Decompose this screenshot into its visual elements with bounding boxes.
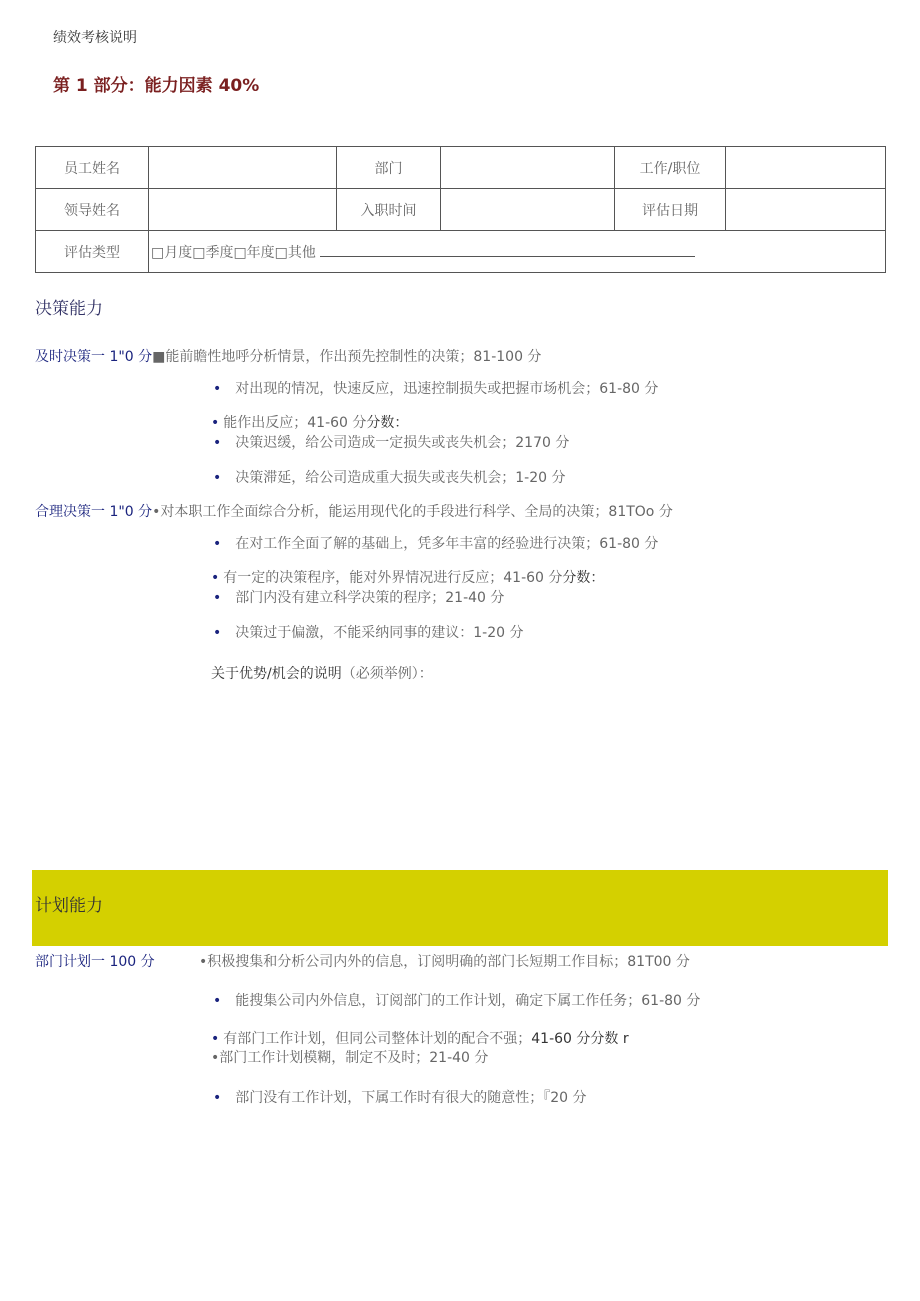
table-row	[36, 147, 886, 189]
department-field[interactable]	[441, 147, 615, 189]
bullet-icon: •	[213, 993, 222, 1009]
list-item	[213, 622, 524, 642]
rational-decision-row	[35, 501, 673, 521]
plan-bullet-3: •部门工作计划模糊，制定不及时；21-40 分	[211, 1050, 489, 1066]
timely-bullet-3: 决策迟缓，给公司造成一定损失或丧失机会；2170 分	[235, 435, 570, 451]
bullet-icon: •	[211, 570, 220, 586]
leader-name-label: 领导姓名	[36, 189, 149, 231]
strengths-note	[211, 663, 433, 683]
part-title: 第 1 部分：能力因素 40%	[53, 76, 260, 96]
rational-bullet-1: 在对工作全面了解的基础上，凭多年丰富的经验进行决策；61-80 分	[235, 536, 659, 552]
position-field[interactable]	[726, 147, 886, 189]
plan-bullet-1: 能搜集公司内外信息，订阅部门的工作计划，确定下属工作任务；61-80 分	[235, 993, 701, 1009]
bullet-icon: •	[211, 1031, 220, 1047]
plan-bullet-4: 部门没有工作计划，下属工作时有很大的随意性；『20 分	[235, 1090, 587, 1106]
score-label: 分数：	[366, 415, 409, 431]
rational-bullet-4: 决策过于偏激，不能采纳同事的建议：1-20 分	[235, 625, 524, 641]
timely-bullet-1: 对出现的情况，快速反应，迅速控制损失或把握市场机会；61-80 分	[235, 381, 659, 397]
timely-decision-lead: ■能前瞻性地呼分析情景，作出预先控制性的决策；81-100 分	[152, 349, 542, 365]
table-row	[36, 231, 886, 273]
employee-info-table	[35, 146, 886, 273]
table-row	[36, 189, 886, 231]
list-item	[213, 378, 658, 398]
planning-section-band	[32, 870, 888, 946]
list-item	[213, 467, 566, 487]
list-item	[213, 432, 569, 452]
rational-bullet-2: 有一定的决策程序，能对外界情况进行反应；41-60 分	[223, 570, 563, 586]
list-item	[213, 1087, 587, 1107]
note-main: 关于优势/机会的说明	[211, 666, 342, 682]
employee-name-field[interactable]	[149, 147, 337, 189]
decision-section-title: 决策能力	[35, 299, 103, 319]
document-title: 绩效考核说明	[53, 30, 137, 46]
review-type-choices[interactable]: □月度□季度□年度□其他	[151, 244, 316, 261]
bullet-icon: •	[213, 1090, 222, 1106]
rational-bullet-3: 部门内没有建立科学决策的程序；21-40 分	[235, 590, 505, 606]
plan-bullet-2: 有部门工作计划，但同公司整体计划的配合不强；	[223, 1031, 532, 1047]
bullet-icon: •	[213, 470, 222, 486]
score-label: 分数：	[562, 570, 605, 586]
dept-plan-lead: •积极搜集和分析公司内外的信息，订阅明确的部门长短期工作目标；81T00 分	[199, 954, 690, 970]
note-paren: （必须举例）：	[341, 666, 433, 682]
bullet-icon: •	[213, 435, 222, 451]
timely-decision-label: 及时决策一 1"0 分	[35, 349, 153, 365]
list-item	[211, 412, 408, 432]
list-item	[211, 1028, 629, 1048]
review-date-field[interactable]	[726, 189, 886, 231]
employee-name-label: 员工姓名	[36, 147, 149, 189]
bullet-icon: •	[213, 536, 222, 552]
timely-bullet-4: 决策滞延，给公司造成重大损失或丧失机会；1-20 分	[235, 470, 566, 486]
bullet-icon: •	[213, 625, 222, 641]
bullet-icon: •	[213, 381, 222, 397]
dept-plan-label: 部门计划一 100 分	[35, 954, 155, 970]
leader-name-field[interactable]	[149, 189, 337, 231]
score-label: 41-60 分分数 r	[531, 1031, 629, 1047]
review-type-options[interactable]	[149, 231, 886, 273]
bullet-icon: •	[211, 415, 220, 431]
list-item	[213, 533, 658, 553]
department-label: 部门	[337, 147, 441, 189]
other-blank-line[interactable]	[320, 246, 695, 257]
review-date-label: 评估日期	[615, 189, 726, 231]
rational-decision-label: 合理决策一 1"0 分	[35, 504, 153, 520]
list-item	[211, 567, 604, 587]
timely-decision-row	[35, 346, 541, 366]
position-label: 工作/职位	[615, 147, 726, 189]
bullet-icon: •	[213, 590, 222, 606]
planning-section-title: 计划能力	[35, 896, 103, 916]
rational-decision-lead: •对本职工作全面综合分析，能运用现代化的手段进行科学、全局的决策；81TOo 分	[152, 504, 673, 520]
review-type-label: 评估类型	[36, 231, 149, 273]
list-item	[213, 587, 504, 607]
list-item	[213, 990, 700, 1010]
hire-date-label: 入职时间	[337, 189, 441, 231]
timely-bullet-2: 能作出反应；41-60 分	[223, 415, 367, 431]
hire-date-field[interactable]	[441, 189, 615, 231]
